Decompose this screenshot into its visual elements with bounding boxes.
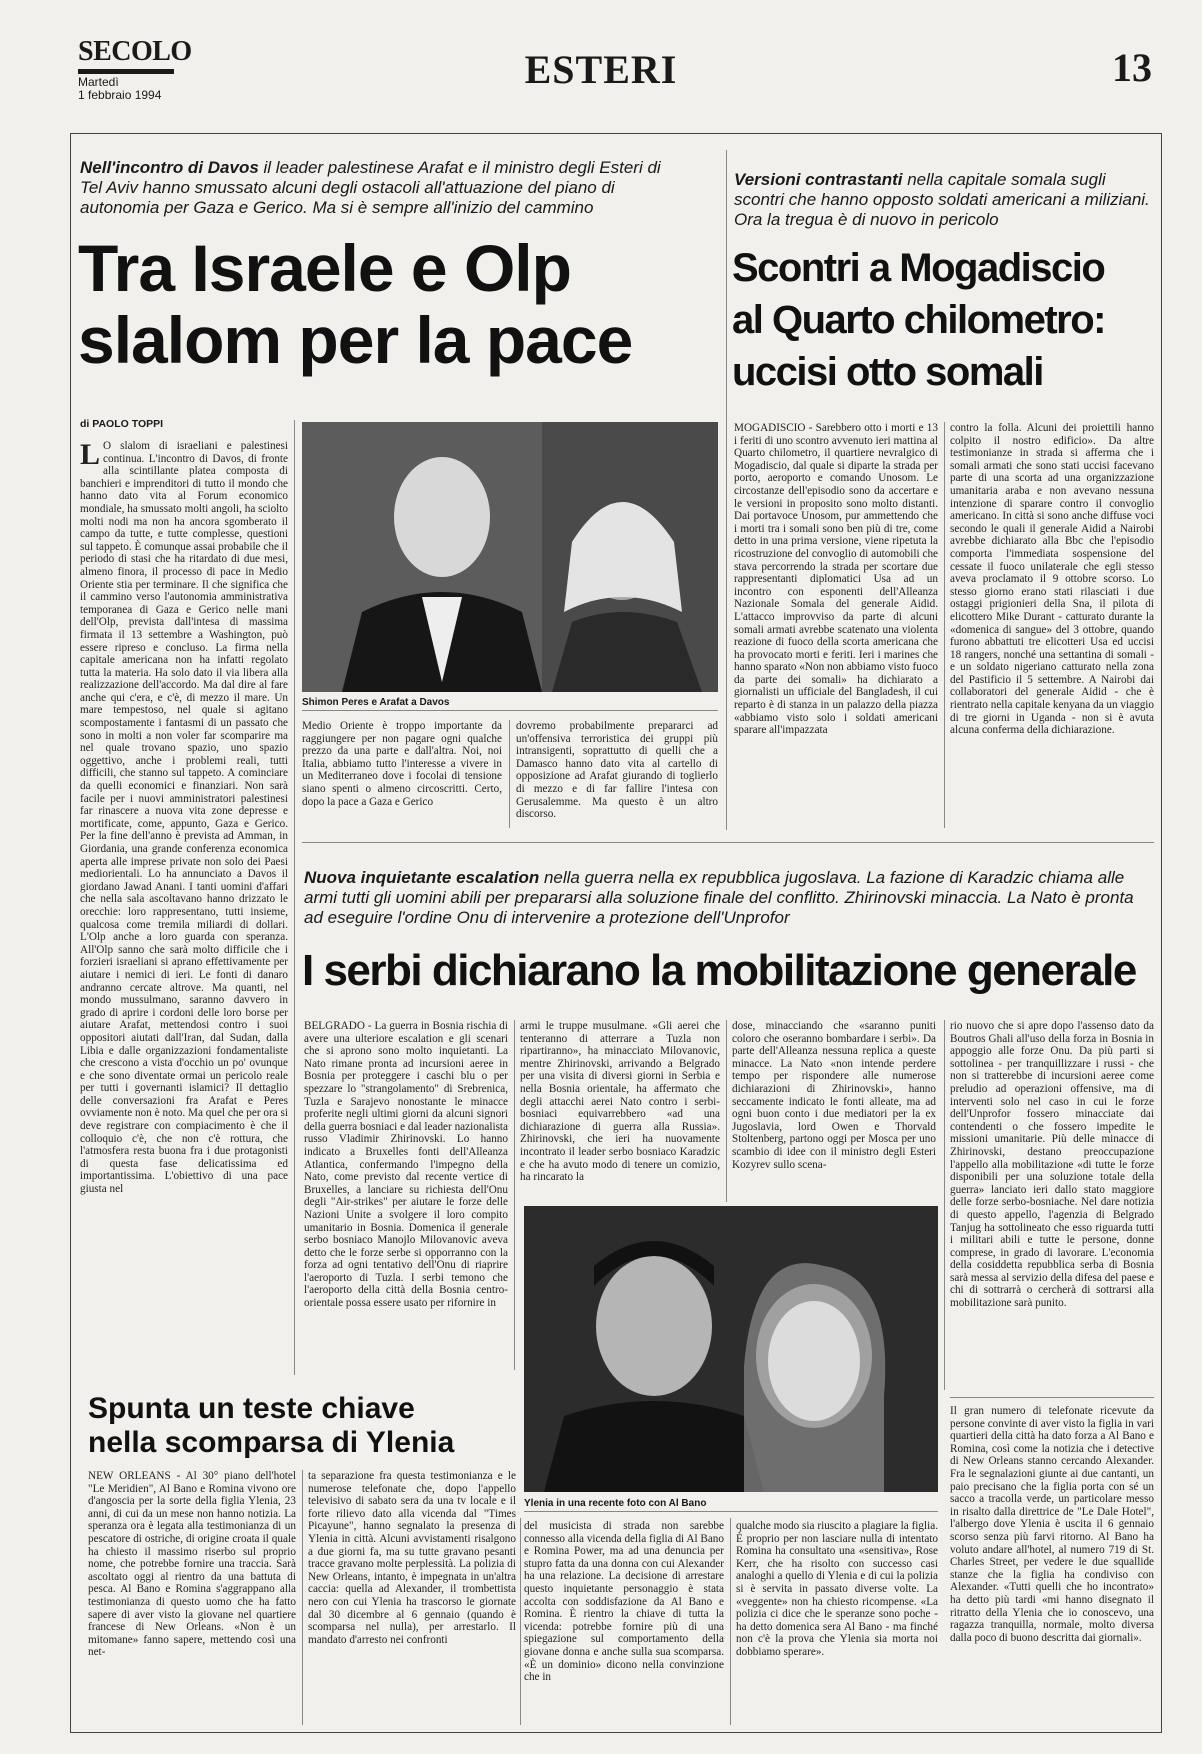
article1-byline: di PAOLO TOPPI	[80, 418, 164, 430]
section-title: ESTERI	[524, 47, 678, 92]
peres-arafat-photo	[302, 422, 718, 692]
article3-headline: I serbi dichiarano la mobilitazione generale	[302, 946, 1136, 995]
article1-headline-line1: Tra Israele e Olp	[78, 231, 571, 305]
issue-date-text: 1 febbraio 1994	[78, 88, 162, 102]
article1-kicker	[80, 158, 680, 218]
caption-rule	[524, 1511, 938, 1512]
article3-kicker-lead: Nuova inquietante escalation	[304, 868, 540, 887]
issue-day: Martedì	[78, 75, 119, 89]
article4-photo-caption: Ylenia in una recente foto con Al Bano	[524, 1498, 707, 1509]
article2-headline-line2: al Quarto chilometro:	[732, 298, 1105, 342]
article1-photo-caption: Shimon Peres e Arafat a Davos	[302, 697, 450, 708]
column-rule	[730, 1518, 731, 1725]
article3-kicker	[304, 868, 1154, 928]
article1-column1-text: O slalom di israeliani e palestinesi continua. L'incontro di Davos, di fronte alla scintillante platea composta di banchieri e imprenditori di tutto il mondo che hanno dato vita al Forum economico mondiale, ha smussato molti angoli, ha sciolto molti nodi ma non ha ancora sgomberato il campo da tutte, e tutte complesse, questioni sul tappeto. È comunque assai probabile che il periodo di stasi che ha ritardato di due mesi, almeno finora, il processo di pace in Medio Oriente stia per terminare. Il che significa che il cammino verso l'autonomia amministrativa temporanea di Gaza e Gerico nelle mani dell'Olp, prevista dall'intesa di massima firmata il 13 settembre a Washington, può essere ripreso e concluso. La firma nella capitale americana non ha infatti regolato tutta la materia. Ha solo dato il via libera alla realizzazione dell'accordo. Ma dal dire al fare anche qui c'era, e c'è, di mezzo il mare. Un mare tempestoso, nel quale si agitano scompostamente i fantasmi di un passato che sono in molti a non voler far scomparire ma nel quale trovano spazio, uno spazio oggettivo, anche i problemi reali, tutti difficili, che stanno sul tappeto. A cominciare da quelli economici e finanziari. Non sarà facile per i nuovi amministratori palestinesi far rinascere a nuova vita zone depresse e mortificate, come, appunto, Gaza e Gerico. Per la fine dell'anno è prevista ad Amman, in Giordania, una grande conferenza economica aperta alle imprese private non solo dei Paesi mediorientali. Lo ha annunciato a Davos il giordano Jawad Anani. I tanti uomini d'affari che nella sala ascoltavano hanno drizzato le orecchie: loro rappresentano, tutti insieme, qualcosa come tremila miliardi di dollari. L'Olp anche a loro guarda con speranza. All'Olp sanno che sarà molto difficile che i forzieri israeliani si aprano effettivamente per aiutare i nemici di ieri. Le fonti di danaro andranno cercate altrove. Ma quanti, nel mondo mussulmano, saranno davvero in grado di aprire i cordoni delle loro borse per aiutare Arafat, mettendosi contro i suoi oppositori aiutati dall'Iran, dal Sudan, dalla Libia e dalle organizzazioni fondamentaliste che crescono a vista d'occhio un po' ovunque e che sono diventate ormai un pericolo reale per tutti i governanti islamici? Il dettaglio delle conversazioni fra Arafat e Peres ovviamente non è noto. Ma quel che per ora si deve registrare con compiacimento è che il colloquio c'è, che non c'è rottura, che l'atmosfera resta buona fra i due protagonisti di questa fase delicatissima ed importantissima. L'obiettivo di una pace giusta nel	[80, 440, 288, 1196]
column-rule	[294, 420, 295, 1375]
ylenia-albano-photo	[524, 1206, 938, 1492]
article1-headline-line2: slalom per la pace	[78, 303, 633, 377]
article1-column3: dovremo probabilmente prepararci ad un'offensiva terroristica dei gruppi più intransigenti, soprattutto di quelli che a Damasco hanno dato vita al cartello di opposizione ad Arafat giurando di toglierlo di mezzo e di far fallire l'intesa con Gerusalemme. Ma questo è un altro discorso.	[516, 720, 718, 821]
article1-column1	[80, 440, 288, 1375]
article4-headline-line2: nella scomparsa di Ylenia	[88, 1426, 455, 1459]
article2-kicker	[734, 170, 1154, 230]
article4-headline	[88, 1392, 508, 1460]
article3-column2: armi le truppe musulmane. «Gli aerei che tenteranno di atterrare a Tuzla non ripartiranno», ha minacciato Milovanovic, mentre Zhirinovski, arrivando a Belgrado per una visita di diversi giorni in Serbia e nella Bosnia orientale, ha affermato che degli attacchi aerei Nato contro i serbi-bosniaci equivarrebbero «ad una dichiarazione di guerra alla Russia». Zhirinovski, che ieri ha nuovamente incontrato il leader serbo bosniaco Karadzic e che ha avuto modo di tenere un comizio, ha rincarato la	[520, 1020, 720, 1184]
article3-column3: dose, minacciando che «saranno puniti coloro che oseranno bombardare i serbi». Da parte dell'Alleanza nessuna replica a queste minacce. La Nato «non intende perdere tempo per rispondere alle numerose dichiarazioni di Zhirinovski», hanno seccamente indicato le fonti alleate, ma ad ogni buon conto i due mediatori per la ex Jugoslavia, lord Owen e Thorvald Stoltenberg, partono oggi per Mosca per uno scambio di idee con il ministro degli Esteri Kozyrev sullo scena-	[732, 1020, 936, 1171]
ylenia-albano-photo-illustration	[524, 1206, 938, 1492]
column-rule	[509, 720, 510, 828]
article1-kicker-rest: il leader palestinese Arafat e il ministro degli Esteri di Tel Aviv hanno smussato alcuni degli ostacoli all'attuazione del piano di autonomia per Gaza e Gerico. Ma si è sempre all'inizio del cammino	[80, 158, 661, 217]
article2-headline-line3: uccisi otto somali	[732, 350, 1043, 394]
article1-kicker-lead: Nell'incontro di Davos	[80, 158, 259, 177]
article-divider	[950, 1397, 1154, 1398]
article4-column4: qualche modo sia riuscito a plagiare la figlia. È proprio per non lasciare nulla di intentato Romina ha consultato una «sensitiva», Rose Kerr, che ha risolto con successo casi analoghi a quello di Ylenia e di cui la polizia si è servita in passato diverse volte. La «veggente» non ha chiesto ricompense. «La polizia ci dice che le speranze sono poche - ha detto domenica sera Al Bano - ma finché non c'è la prova che Ylenia sia morta noi dobbiamo sperare».	[736, 1520, 938, 1658]
column-rule	[302, 1470, 303, 1725]
article2-headline-line1: Scontri a Mogadiscio	[732, 246, 1105, 290]
page-number: 13	[1112, 45, 1152, 90]
column-rule	[944, 1020, 945, 1390]
column-rule	[726, 1020, 727, 1202]
column-rule	[944, 422, 945, 828]
column-rule	[520, 1518, 521, 1725]
article3-column4: rio nuovo che si apre dopo l'assenso dato da Boutros Ghali all'uso della forza in Bosnia in appoggio alle forze Onu. Da più parti si sottolinea - per tranquillizzare i russi - che non si tratterebbe di incursioni aeree come preludio ad operazioni offensive, ma di interventi solo nel caso in cui le forze dell'Unprofor fossero minacciate dai contendenti o che fossero impedite le missioni umanitarie. Più delle minacce di Zhirinovski, destano preoccupazione l'appello alla mobilitazione «di tutte le forze disponibili per una soluzione totale della guerra» lanciato ieri dallo stato maggiore delle forze serbo-bosniache. Nel dare notizia di questo appello, l'agenzia di Belgrado Tanjug ha sottolineato che esso riguarda tutti i militari abili e tutte le persone, donne comprese, in grado di lavorare. L'economia della cosiddetta repubblica serba di Bosnia sarà messa al servizio della difesa del paese e chi di sottrarrà o cercherà di sottrarsi alla mobilitazione sarà punito.	[950, 1020, 1154, 1310]
column-rule	[514, 1020, 515, 1370]
newspaper-logo: SECOLO	[78, 36, 192, 74]
article3-column1: BELGRADO - La guerra in Bosnia rischia di avere una ulteriore escalation e gli scenari che si aprono sono molto inquietanti. La Nato rimane pronta ad incursioni aeree in Bosnia per proteggere i caschi blu o per spezzare lo "strangolamento" di Srebrenica, Tuzla e Sarajevo nonostante le minacce proferite negli ultimi giorni da alcuni signori della guerra bosniaci e dal leader nazionalista russo Vladimir Zhirinovski. Lo hanno indicato a Bruxelles fonti dell'Alleanza Atlantica, confermando l'impegno della Nato, come previsto dal recente vertice di Bruxelles, a lanciare su richiesta dell'Onu degli "Air-strikes" per aiutare le forze delle Nazioni Unite a svolgere il loro compito umanitario in Bosnia. Domenica il generale serbo bosniaco Manojlo Milovanovic aveva detto che le forze serbe si opporranno con la forza ad ogni tentativo dell'Onu di riaprire l'aeroporto di Tuzla. I serbi temono che l'aeroporto della città della Bosnia centro-orientale possa essere usato per rifornire in	[304, 1020, 508, 1310]
article4-column2: ta separazione fra questa testimonianza e le numerose telefonate che, dopo l'appello televisivo di sabato sera da una tv locale e il forte rilievo dato alla vicenda dal "Times Picayune", hanno segnalato la presenza di Ylenia in città. Alcuni avvistamenti risalgono a due giorni fa, ma su tutte gravano pesanti tracce gravano molte perplessità. La polizia di New Orleans, intanto, è impegnata in un'altra caccia: quella ad Alexander, il trombettista nero con cui Ylenia ha trascorso le giornate dal 30 dicembre al 6 gennaio (quando è scomparsa nel nulla), per arrestarlo. Il mandato d'arresto nei confronti	[308, 1470, 516, 1646]
article2-column2: contro la folla. Alcuni dei proiettili hanno colpito il nostro edificio». Da altre testimonianze in strada si afferma che i somali armati che sono stati uccisi facevano parte di una scorta ad una organizzazione umanitaria araba e non avevano nessuna intenzione di sparare contro il convoglio americano. In città si sono anche diffuse voci secondo le quali il generale Aidid a Nairobi avrebbe dichiarato alla Bbc che l'episodio comporta l'immediata sospensione del cessate il fuoco unilaterale che egli stesso aveva proclamato il 9 ottobre scorso. Lo stesso giorno erano stati rilasciati i due ostaggi prigionieri della Sna, il pilota di elicottero Mike Durant - catturato durante la «domenica di sangue» del 3 ottobre, quando furono abbattuti tre elicotteri Usa ed uccisi 18 rangers, nonché una settantina di somali - e un soldato nigeriano catturato nella zona del Pastificio il 5 settembre. A Nairobi dai collaboratori del generale Aidid - che è rientrato nella capitale kenyana da un viaggio di tre giorni in Uganda - non si è avuta alcuna conferma della dichiarazione.	[950, 422, 1154, 737]
article2-kicker-rest: nella capitale somala sugli scontri che hanno opposto soldati americani a miliziani. Ora la tregua è di nuovo in pericolo	[734, 170, 1150, 229]
article1-column2: Medio Oriente è troppo importante da raggiungere per non pagare ogni qualche prezzo da una parte e dall'altra. Noi, noi Italia, abbiamo tutto l'interesse a vivere in un Mediterraneo dove i focolai di tensione siano spenti o almeno circoscritti. Certo, dopo la pace a Gaza e Gerico	[302, 720, 502, 808]
article1-headline	[78, 232, 678, 376]
article-divider	[302, 842, 1154, 843]
peres-arafat-photo-illustration	[302, 422, 718, 692]
article2-headline	[732, 242, 1162, 398]
article2-kicker-lead: Versioni contrastanti	[734, 170, 903, 189]
article4-column5: Il gran numero di telefonate ricevute da persone convinte di aver visto la figlia in vari quartieri della città ha dato forza a Al Bano e Romina, così come la notizia che i detective di New Orleans stanno cercando Alexander. Fra le segnalazioni giunte ai due cantanti, un paio precisano che la figlia porta con sé un sacco a tracolla verde, un particolare messo in risalto dalla direttrice de "Le Dale Hotel", l'albergo dove Ylenia è uscita il 6 gennaio scorso senza più farvi ritorno. Al Bano ha voluto andare all'hotel, al numero 719 di St. Charles Street, per vedere le due squallide stanze che la figlia ha condiviso con Alexander. «Tutti quelli che ho incontrato» ha detto più tardi «mi hanno disegnato il ritratto della Ylenia che io conoscevo, una ragazza tranquilla, normale, molto diversa dalla poco di buono descritta dai giornali».	[950, 1405, 1154, 1644]
article2-column1: MOGADISCIO - Sarebbero otto i morti e 13 i feriti di uno scontro avvenuto ieri mattina al Quarto chilometro, il quartiere nevralgico di Mogadiscio, dal quale si diparte la strada per porto, aeroporto e comando Unosom. Le circostanze dell'episodio sono da accertare e le versioni in proposito sono molto distanti. Dai portavoce Unosom, pur ammettendo che i morti tra i somali sono ben più di tre, come detto in una prima versione, viene ripetuta la ricostruzione del convoglio di automobili che stava percorrendo la strada per scortare due rappresentanti diplomatici Usa ad un incontro con esponenti dell'Alleanza Nazionale Somala del generale Aidid. L'attacco improvviso da parte di alcuni somali armati avrebbe scatenato una violenta reazione di fuoco della scorta americana che ha provocato morti e feriti. Ieri i marines che hanno sparato «Non non abbiamo visto fuoco da parte dei somali» ha dichiarato a giornalisti un ufficiale del Bangladesh, il cui reparto è di stanza in un palazzo della piazza «abbiamo visto solo i soldati americani sparare all'impazzata	[734, 422, 938, 737]
article-divider	[726, 150, 727, 830]
article4-headline-line1: Spunta un teste chiave	[88, 1392, 415, 1425]
article1-dropcap: L	[80, 440, 101, 471]
article3-kicker-rest: nella guerra nella ex repubblica jugoslava. La fazione di Karadzic chiama alle armi tutti gli uomini abili per prepararsi alla soluzione finale del conflitto. Zhirinovski minaccia. La Nato è pronta ad eseguire l'ordine Onu di intervenire a protezione dell'Unprofor	[304, 868, 1134, 927]
article4-column3: del musicista di strada non sarebbe connesso alla vicenda della figlia di Al Bano e Romina Power, ma ad una denuncia per stupro fatta da una donna con cui Alexander ha una relazione. La decisione di arrestare questo inquietante personaggio è stata accolta con soddisfazione da Al Bano e Romina. È rientro la chiave di tutta la vicenda: potrebbe fornire più di una spiegazione sul comportamento della giovane donna e anche sulla sua scomparsa. «È un dominio» dicono nella convinzione che in	[524, 1520, 724, 1684]
caption-rule	[302, 710, 718, 711]
article4-column1: NEW ORLEANS - Al 30° piano dell'hotel "Le Meridien", Al Bano e Romina vivono ore d'angoscia per la sorte della figlia Ylenia, 23 anni, di cui da un mese non hanno notizia. La speranza ora è legata alla testimonianza di un pescatore di ostriche, di origine croata il quale ha chiesto il massimo riserbo sul proprio nome, che potrebbe fornire una traccia. Sarà ascoltato oggi al rientro da una battuta di pesca. Al Bano e Romina s'aggrappano alla testimonianza di questo uomo che ha fatto sapere di aver visto la giovane nel quartiere francese di New Orleans. «Non è un mitomane» fanno sapere, mettendo così una net-	[88, 1470, 296, 1659]
